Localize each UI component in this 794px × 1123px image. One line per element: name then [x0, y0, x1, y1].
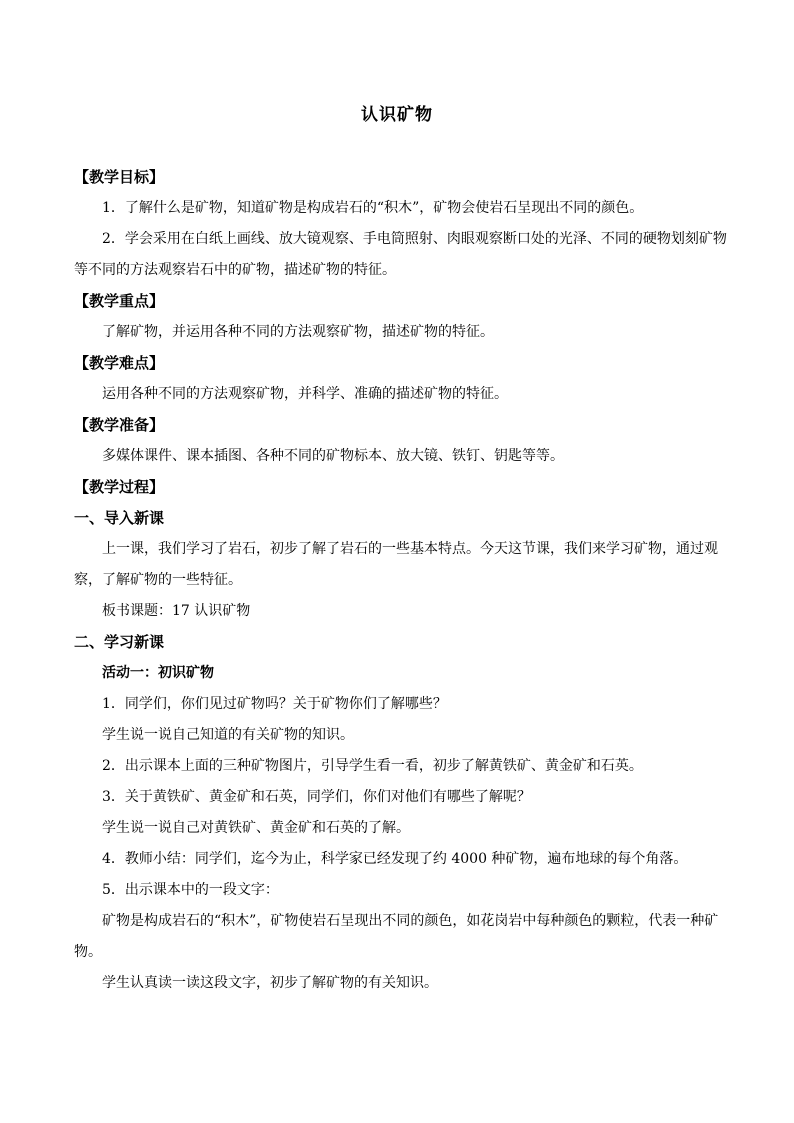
part2-paragraph-5: 学生说一说自己对黄铁矿、黄金矿和石英的了解。 [102, 820, 410, 836]
part1-paragraph-2: 板书课题：17 认识矿物 [102, 603, 251, 619]
objectives-item-1: 1．了解什么是矿物，知道矿物是构成岩石的“积木”，矿物会使岩石呈现出不同的颜色。 [102, 200, 644, 216]
difficulties-text: 运用各种不同的方法观察矿物，并科学、准确的描述矿物的特征。 [102, 386, 508, 402]
part1-paragraph-1: 上一课，我们学习了岩石，初步了解了岩石的一些基本特点。今天这节课，我们来学习矿物，通过观察，了解矿物的一些特征。 [74, 541, 718, 588]
part2-paragraph-6: 4．教师小结：同学们，迄今为止，科学家已经发现了约 4000 种矿物，遍布地球的每个角落。 [102, 851, 688, 867]
part2-paragraph-4: 3．关于黄铁矿、黄金矿和石英，同学们，你们对他们有哪些了解呢？ [102, 789, 531, 805]
part2-paragraph-1: 1．同学们，你们见过矿物吗？关于矿物你们了解哪些？ [102, 696, 447, 712]
difficulties-heading: 【教学难点】 [74, 354, 165, 372]
part2-paragraph-8: 矿物是构成岩石的“积木”，矿物使岩石呈现出不同的颜色，如花岗岩中每种颜色的颗粒，代表一种矿物。 [74, 913, 719, 960]
preparation-heading: 【教学准备】 [74, 416, 165, 434]
objectives-heading: 【教学目标】 [74, 168, 165, 186]
part1-heading: 一、导入新课 [74, 509, 165, 527]
part2-paragraph-9: 学生认真读一读这段文字，初步了解矿物的有关知识。 [102, 975, 438, 991]
document-title: 认识矿物 [361, 105, 433, 125]
activity-heading: 活动一：初识矿物 [102, 665, 214, 681]
part2-paragraph-7: 5．出示课本中的一段文字： [102, 882, 279, 898]
part2-paragraph-3: 2．出示课本上面的三种矿物图片，引导学生看一看，初步了解黄铁矿、黄金矿和石英。 [102, 758, 643, 774]
document-body [74, 162, 734, 999]
key-points-heading: 【教学重点】 [74, 292, 165, 310]
process-heading: 【教学过程】 [74, 478, 165, 496]
part2-paragraph-2: 学生说一说自己知道的有关矿物的知识。 [102, 727, 354, 743]
part2-heading: 二、学习新课 [74, 633, 165, 651]
key-points-text: 了解矿物，并运用各种不同的方法观察矿物，描述矿物的特征。 [102, 324, 494, 340]
preparation-text: 多媒体课件、课本插图、各种不同的矿物标本、放大镜、铁钉、钥匙等等。 [102, 448, 564, 464]
objectives-item-2: 2．学会采用在白纸上画线、放大镜观察、手电筒照射、肉眼观察断口处的光泽、不同的硬物划刻矿物等不同的方法观察岩石中的矿物，描述矿物的特征。 [74, 231, 727, 278]
